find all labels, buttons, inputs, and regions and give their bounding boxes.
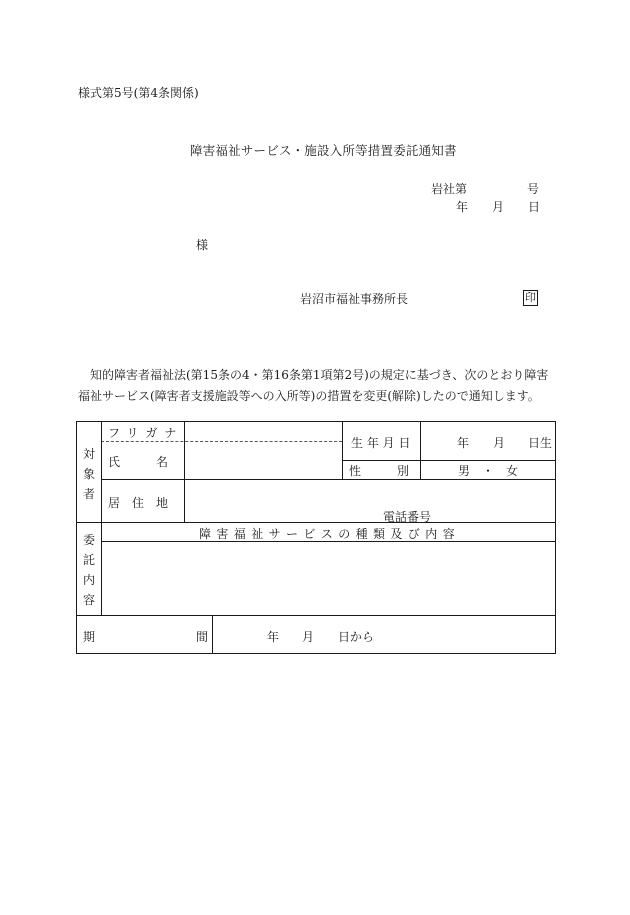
recipient-honorific: 様 bbox=[196, 238, 209, 252]
issuer-name: 岩沼市福祉事務所長 bbox=[300, 292, 409, 306]
seal-mark: 印 bbox=[525, 291, 536, 304]
doc-number-suffix: 号 bbox=[527, 182, 540, 196]
birth-date-label: 生 年 月 日 bbox=[351, 436, 411, 450]
sex-label: 性 別 bbox=[349, 464, 410, 478]
period-label-end: 間 bbox=[196, 630, 209, 644]
body-paragraph: 知的障害者福祉法(第15条の4・第16条第1項第2号)の規定に基づき、次のとおり障害福祉サービス(障害者支援施設等への入所等)の措置を変更(解除)したので通知します。 bbox=[78, 368, 549, 403]
furigana-label: フリガナ bbox=[108, 426, 184, 440]
subject-form-table bbox=[76, 421, 556, 654]
period-from-label: 日から bbox=[338, 630, 375, 644]
birth-year-label: 年 bbox=[457, 436, 470, 450]
date-year-label: 年 bbox=[456, 200, 469, 214]
period-year-label: 年 bbox=[267, 630, 280, 644]
row-line-furigana-bottom-right bbox=[342, 460, 556, 461]
row-line-address-bottom bbox=[77, 522, 556, 523]
address-label: 居 住 地 bbox=[108, 496, 169, 510]
row-line-name-bottom bbox=[101, 479, 556, 480]
col-line-label-right bbox=[184, 422, 185, 522]
subject-label: 対象者 bbox=[82, 447, 95, 501]
entrust-label: 委託内容 bbox=[82, 533, 95, 607]
row-line-furigana-dashed bbox=[101, 441, 342, 442]
birth-month-label: 月 bbox=[493, 436, 506, 450]
col-line-birth-right bbox=[420, 422, 421, 479]
date-day-label: 日 bbox=[528, 200, 541, 214]
sex-options: 男 ・ 女 bbox=[458, 464, 519, 478]
col-line-period bbox=[212, 615, 213, 654]
col-line-birth-left bbox=[342, 422, 343, 479]
doc-number-prefix: 岩社第 bbox=[431, 182, 468, 196]
birth-day-label: 日生 bbox=[528, 436, 553, 450]
document-title: 障害福祉サービス・施設入所等措置委託通知書 bbox=[190, 143, 457, 158]
period-label-start: 期 bbox=[83, 630, 96, 644]
col-line-label-left bbox=[101, 422, 102, 615]
name-label: 氏 名 bbox=[108, 455, 169, 469]
phone-label: 電話番号 bbox=[383, 510, 432, 524]
service-type-header: 障害福祉サービスの種類及び内容 bbox=[199, 527, 461, 541]
period-month-label: 月 bbox=[302, 630, 315, 644]
form-number: 様式第5号(第4条関係) bbox=[78, 86, 199, 100]
row-line-entrust-bottom bbox=[77, 615, 556, 616]
date-month-label: 月 bbox=[492, 200, 505, 214]
